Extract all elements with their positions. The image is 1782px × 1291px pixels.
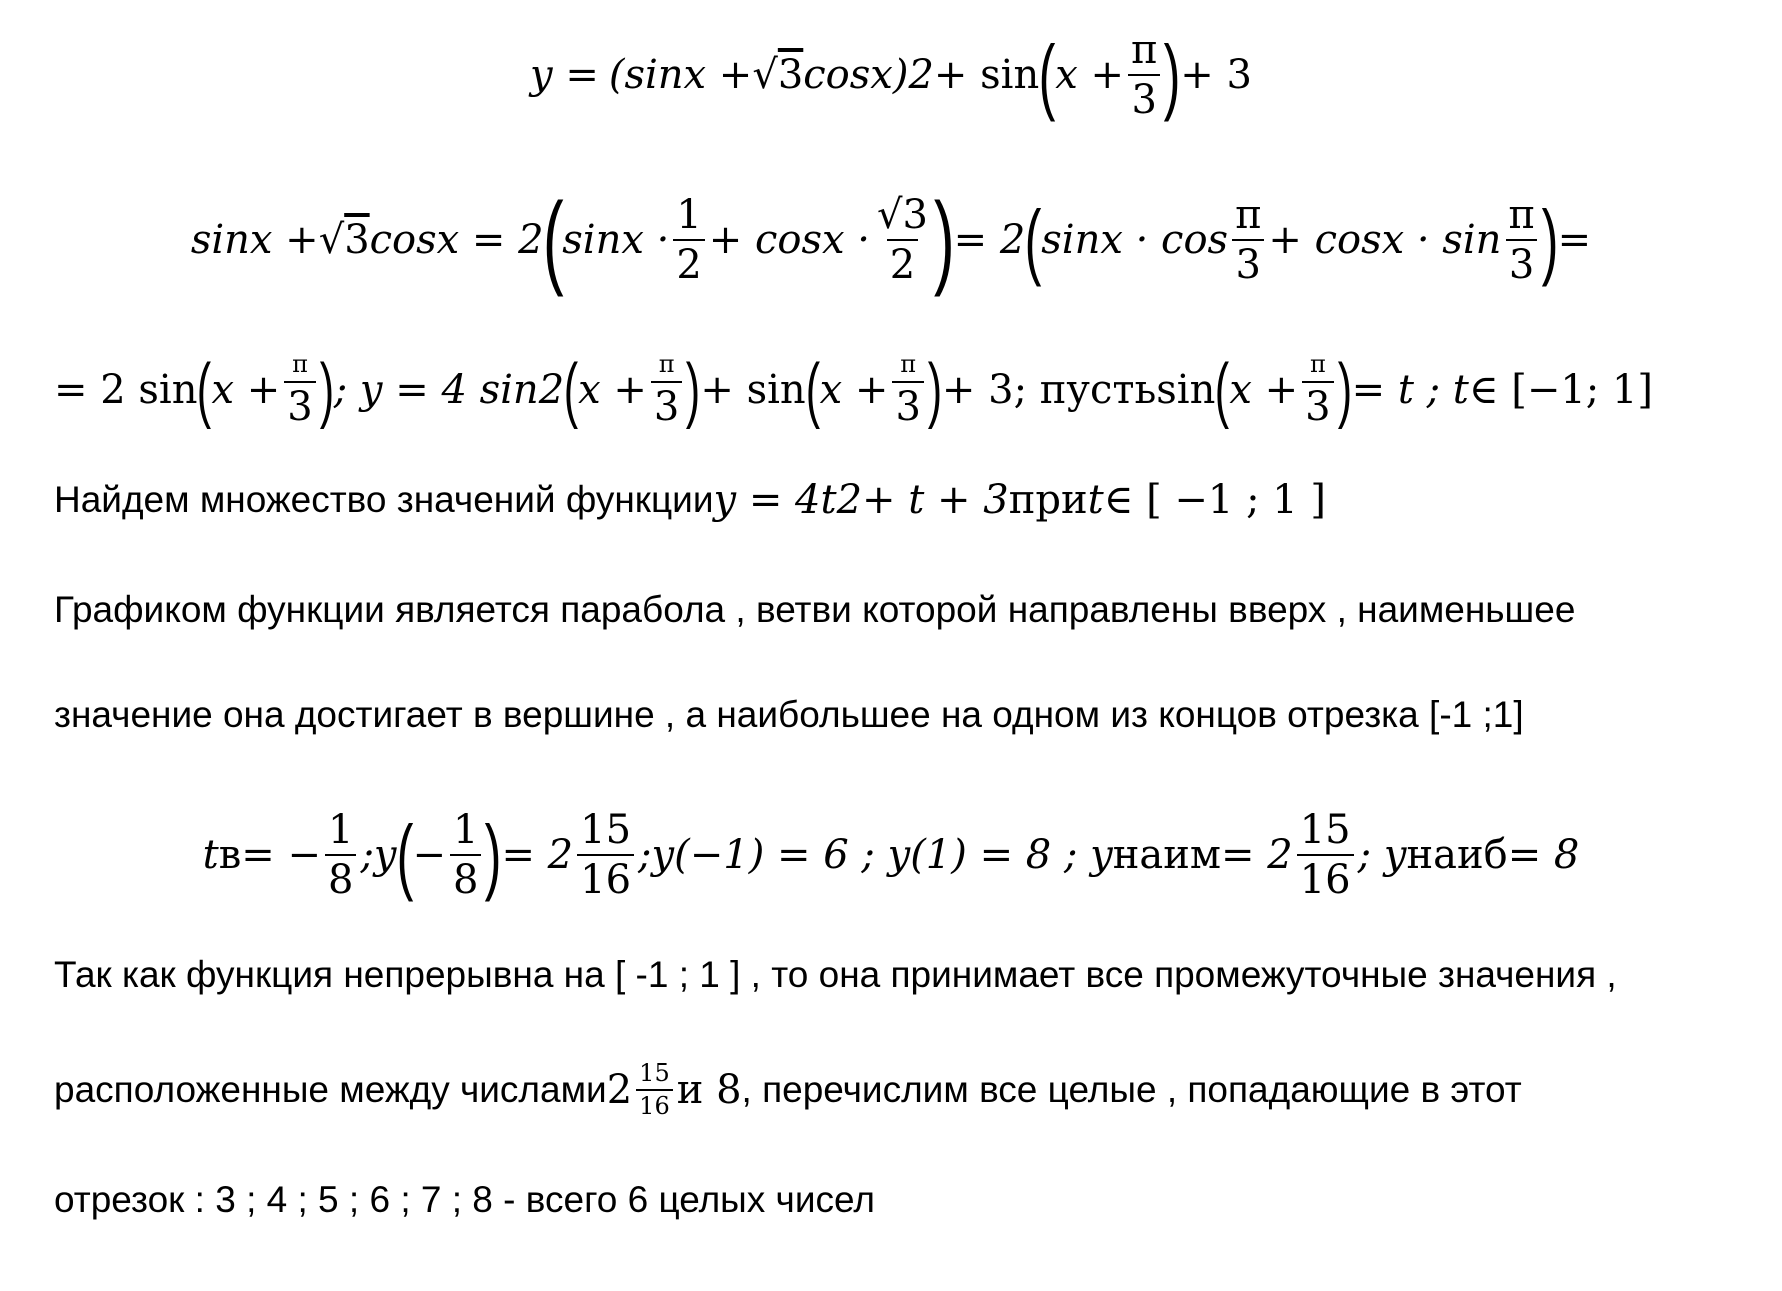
exponent: 2 — [908, 52, 934, 98]
left-paren: ( — [1024, 193, 1042, 287]
formula-text: + cosx · — [708, 217, 871, 263]
formula-text: x + — [819, 367, 889, 413]
left-paren: ( — [563, 350, 579, 430]
right-paren: ) — [1163, 28, 1181, 122]
fraction-1-8: $\frac{1}{8}$ — [450, 809, 481, 901]
formula-text: sinx + — [190, 217, 319, 263]
fraction-15-16: $\frac{15}{16}$ — [1297, 809, 1354, 901]
paragraph-text: Графиком функции является парабола , ветви которой направлены вверх , наименьшее — [54, 589, 1576, 630]
formula-text: cosx = 2 — [369, 217, 544, 263]
formula-text: ; пусть — [1013, 367, 1157, 413]
formula-text: t — [1087, 477, 1104, 523]
text-line-9 — [0, 1035, 1782, 1145]
formula-text: = 8 — [1507, 832, 1580, 878]
formula-text: x + — [1055, 52, 1125, 98]
formula-text: 2 — [606, 1067, 633, 1113]
formula-line-2 — [0, 180, 1782, 300]
fraction-pi-3: $\frac{\pi}{3}$ — [1128, 29, 1160, 121]
formula-text: − — [412, 832, 447, 878]
right-paren: ) — [686, 350, 701, 430]
right-paren: ) — [319, 350, 334, 430]
right-paren: ) — [485, 808, 502, 902]
text-line-6 — [0, 665, 1782, 765]
fraction-15-16: $\frac{15}{16}$ — [577, 809, 634, 901]
formula-line-7 — [0, 790, 1782, 920]
formula-text: + 3 — [1180, 52, 1252, 98]
right-paren: ) — [927, 350, 943, 430]
subscript: наиб — [1406, 832, 1508, 878]
paragraph-text: значение она достигает в вершине , а наибольшее на одном из концов отрезка [-1 ;1] — [54, 694, 1524, 735]
formula-text: = 2 sin — [54, 367, 198, 413]
formula-text: + t + 3 — [862, 477, 1009, 523]
formula-text: = 2 — [1221, 832, 1293, 878]
formula-text: = 2 — [501, 832, 574, 878]
formula-text: sinx · cos — [1041, 217, 1229, 263]
formula-line-3 — [0, 335, 1782, 445]
subscript: в — [218, 832, 242, 878]
left-paren: ( — [197, 350, 212, 430]
sqrt-sign: √3 — [752, 52, 804, 98]
left-paren: ( — [542, 182, 564, 298]
formula-text: = t ; t — [1351, 367, 1469, 413]
fraction-15-16: $\frac{15}{16}$ — [636, 1061, 673, 1119]
paragraph-text: расположенные между числами — [54, 1069, 607, 1110]
formula-text: + sin — [933, 52, 1040, 98]
formula-text: x + — [578, 367, 647, 413]
exponent: 2 — [836, 477, 863, 523]
fraction-sqrt3-2: $\frac{√3}{2}$ — [877, 192, 928, 288]
paragraph-text: Найдем множество значений функции — [54, 479, 714, 520]
subscript: наим — [1112, 832, 1222, 878]
formula-text: ;y — [360, 832, 397, 878]
fraction-pi-3: $\frac{\pi}{3}$ — [284, 352, 315, 427]
text-line-4 — [0, 450, 1782, 550]
right-paren: ) — [933, 182, 955, 298]
paragraph-text: , перечислим все целые , попадающие в этот — [741, 1069, 1522, 1110]
fraction-pi-3: $\frac{\pi}{3}$ — [892, 352, 923, 427]
text-line-5 — [0, 560, 1782, 660]
fraction-pi-3: $\frac{\pi}{3}$ — [651, 352, 682, 427]
fraction-pi-3: $\frac{\pi}{3}$ — [1505, 194, 1537, 286]
paragraph-text: отрезок : 3 ; 4 ; 5 ; 6 ; 7 ; 8 - всего 6 целых чисел — [54, 1179, 875, 1220]
paragraph-text: Так как функция непрерывна на [ -1 ; 1 ] , то она принимает все промежуточные значения , — [54, 954, 1617, 995]
exponent: 2 — [538, 367, 565, 413]
fraction-pi-3: $\frac{\pi}{3}$ — [1302, 352, 1333, 427]
formula-text: t — [202, 832, 219, 878]
formula-line-1 — [0, 20, 1782, 130]
formula-text: + cosx · sin — [1268, 217, 1502, 263]
formula-text: (sinx + — [608, 52, 753, 98]
formula-text: = — [1557, 217, 1592, 263]
text-line-8 — [0, 925, 1782, 1025]
left-paren: ( — [1038, 28, 1056, 122]
formula-text: + 3 — [941, 367, 1014, 413]
left-paren: ( — [805, 350, 820, 430]
fraction-1-2: $\frac{1}{2}$ — [673, 194, 704, 286]
formula-text: sinx · — [562, 217, 670, 263]
formula-text: ; y = 4 sin — [333, 367, 539, 413]
formula-text: sin — [1156, 367, 1216, 413]
formula-text: + sin — [700, 367, 806, 413]
formula-text: cosx) — [803, 52, 909, 98]
formula-text: = − — [241, 832, 321, 878]
formula-text: ∈ [ −1 ; 1 ] — [1103, 477, 1327, 523]
left-paren: ( — [396, 808, 413, 902]
formula-text: y = — [530, 52, 599, 98]
formula-text: при — [1008, 477, 1088, 523]
left-paren: ( — [1215, 350, 1230, 430]
formula-text: = 2 — [953, 217, 1026, 263]
formula-text: ∈ [−1; 1] — [1468, 367, 1654, 413]
formula-text: y = 4t — [713, 477, 837, 523]
right-paren: ) — [1541, 193, 1559, 287]
formula-text: и 8 — [676, 1067, 742, 1113]
formula-text: x + — [211, 367, 281, 413]
text-line-10 — [0, 1150, 1782, 1250]
sqrt-sign: √3 — [318, 217, 370, 263]
formula-text: x + — [1229, 367, 1299, 413]
right-paren: ) — [1337, 350, 1352, 430]
formula-text: ;y(−1) = 6 ; y(1) = 8 ; y — [638, 832, 1113, 878]
fraction-1-8: $\frac{1}{8}$ — [325, 809, 356, 901]
fraction-pi-3: $\frac{\pi}{3}$ — [1232, 194, 1264, 286]
formula-text: ; y — [1357, 832, 1407, 878]
